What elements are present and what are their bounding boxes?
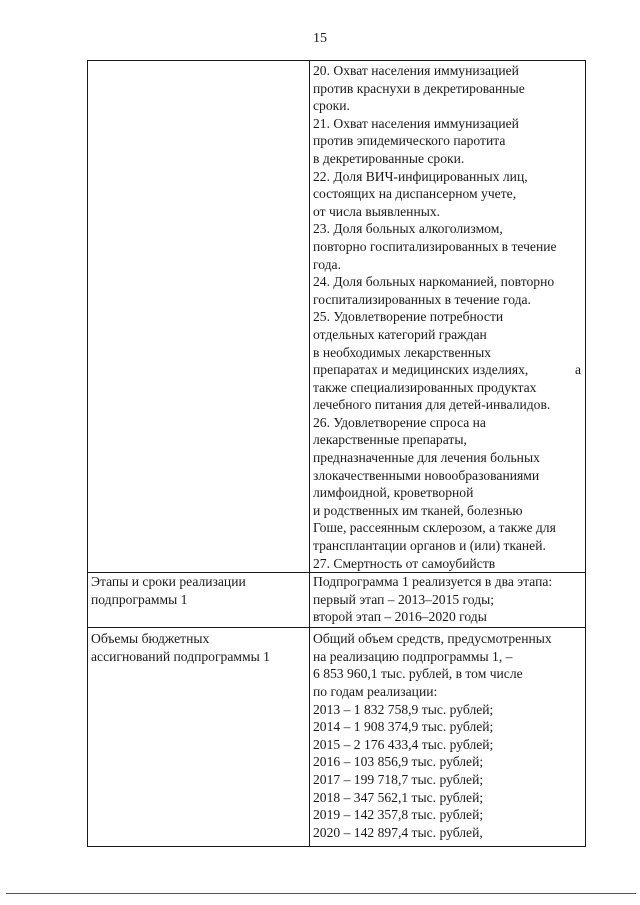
text-line xyxy=(313,361,585,379)
text-line: в декретированные сроки. xyxy=(313,150,465,166)
text-line: 24. Доля больных наркоманией, повторно xyxy=(313,274,555,290)
text-line: 2018 – 347 562,1 тыс. рублей; xyxy=(313,789,484,805)
text-line: Этапы и сроки реализации xyxy=(91,574,246,590)
text-line: 22. Доля ВИЧ-инфицированных лиц, xyxy=(313,168,528,184)
text-line: по годам реализации: xyxy=(313,684,438,699)
text-line: лекарственные препараты, xyxy=(313,432,467,448)
text-line: на реализацию подпрограммы 1, – xyxy=(313,648,513,664)
stages-value-cell xyxy=(310,573,586,628)
text-line: от числа выявленных. xyxy=(313,203,441,219)
table-row-indicators xyxy=(88,61,586,573)
text-line: 23. Доля больных алкоголизмом, xyxy=(313,221,503,237)
text-line: и родственных им тканей, болезнью xyxy=(313,502,523,518)
text-line: 20. Охват населения иммунизацией xyxy=(313,63,519,78)
text-line: в необходимых лекарственных xyxy=(313,344,491,360)
text-line: 2019 – 142 357,8 тыс. рублей; xyxy=(313,807,484,823)
text-line: года. xyxy=(313,256,341,272)
text-line: 26. Удовлетворение спроса на xyxy=(313,414,486,430)
text-line: предназначенные для лечения больных xyxy=(313,450,540,466)
text-line: повторно госпитализированных в течение xyxy=(313,238,557,254)
text-line: трансплантации органов и (или) тканей. xyxy=(313,538,546,554)
text-line: подпрограммы 1 xyxy=(91,591,188,607)
text-line: лечебного питания для детей-инвалидов. xyxy=(313,397,551,413)
page-bottom-rule xyxy=(6,893,636,894)
text-line: также специализированных продуктах xyxy=(313,379,537,395)
text-line: Гоше, рассеянным склерозом, а также для xyxy=(313,520,556,536)
table-row-budget xyxy=(88,628,586,847)
budget-label-cell xyxy=(88,628,310,847)
text-line: отдельных категорий граждан xyxy=(313,326,487,342)
indicators-list-cell xyxy=(310,61,586,573)
text-line: 21. Охват населения иммунизацией xyxy=(313,115,519,131)
text-line: сроки. xyxy=(313,98,350,114)
text-line: 2020 – 142 897,4 тыс. рублей, xyxy=(313,824,483,840)
text-line: 2014 – 1 908 374,9 тыс. рублей; xyxy=(313,719,494,735)
text-line: 2016 – 103 856,9 тыс. рублей; xyxy=(313,754,484,770)
text-line: 6 853 960,1 тыс. рублей, в том числе xyxy=(313,666,523,682)
stages-label-cell xyxy=(88,573,310,628)
budget-value-cell xyxy=(310,628,586,847)
text-line: лимфоидной, кроветворной xyxy=(313,485,474,501)
page-number: 15 xyxy=(313,31,327,46)
text-line-main: препаратах и медицинских изделиях, xyxy=(313,362,529,378)
text-line: 2013 – 1 832 758,9 тыс. рублей; xyxy=(313,701,494,717)
text-line: 2015 – 2 176 433,4 тыс. рублей; xyxy=(313,736,494,752)
indicators-label-cell xyxy=(88,61,310,573)
text-line: против эпидемического паротита xyxy=(313,133,506,149)
text-line: первый этап – 2013–2015 годы; xyxy=(313,591,495,607)
text-line: второй этап – 2016–2020 годы xyxy=(313,609,487,625)
text-line: ассигнований подпрограммы 1 xyxy=(91,648,270,664)
text-line: 2017 – 199 718,7 тыс. рублей; xyxy=(313,771,484,787)
text-line: состоящих на диспансерном учете, xyxy=(313,186,517,202)
text-line: против краснухи в декретированные xyxy=(313,80,525,96)
text-line: госпитализированных в течение года. xyxy=(313,291,531,307)
text-line-suffix: а xyxy=(574,362,581,378)
text-line: Подпрограмма 1 реализуется в два этапа: xyxy=(313,574,553,590)
program-passport-table xyxy=(87,60,586,847)
text-line: Объемы бюджетных xyxy=(91,631,210,647)
table-row-stages xyxy=(88,573,586,628)
text-line: злокачественными новообразованиями xyxy=(313,467,540,483)
text-line: 25. Удовлетворение потребности xyxy=(313,309,504,325)
text-line: 27. Смертность от самоубийств xyxy=(313,555,496,571)
text-line: Общий объем средств, предусмотренных xyxy=(313,631,552,647)
